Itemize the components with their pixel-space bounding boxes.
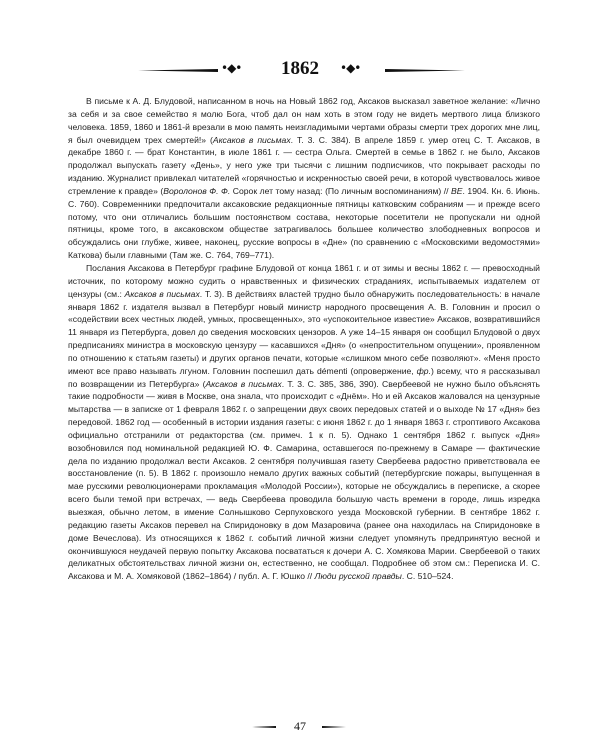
text-run: Сорок лет тому назад: (По личным воспоминаниям) // <box>230 185 452 196</box>
header-rule-left <box>138 69 218 72</box>
citation-italic: фр. <box>416 365 431 376</box>
citation-italic: Аксаков в письмах <box>205 378 282 389</box>
page-footer <box>0 718 600 738</box>
text-run: В письме к А. Д. Блудовой, написанном в ночь на Новый 1862 год, Аксаков высказал заветное желание: «Лично за себя и за свое семейство я молю Бога, чтоб дал он нам хоть в этом году не видеть мертвого лица близкого человека. 1859, 1860 и 1861-й врезали в мою память неизгладимыми чертами образы смерти трех дорогих мне лиц, я был очевидцем трех смертей!» ( <box>68 96 540 145</box>
text-run: . Т. 3. С. 385, 386, 390). Свербеевой не нужно было объяснять такие подробности — живя в Москве, она знала, что происходит с «Днём». Но и ей Аксаков жаловался на цензурные мытарства — в записке от 1 февраля 1862 г. о запрещении двух своих передовых статей и о выходе № 17 «Дня» без передовой. 1862 год — особенный в истории издания газеты: с июня 1862 г. до 1 января 1863 г. строптивого Аксакова официально отстранили от редакторства (см. примеч. 1 к п. 5). Однако 1 сентября 1862 г. выпуск «Дня» возобновился под номинальной редакцией Ю. Ф. Самарина, оставшегося по-прежнему в Самаре — фактические дела по изданию продолжал вести Аксаков. 2 сентября получившая газету Свербеева радостно приветствовала ее восстановление (п. 5). В 1862 г. произошло немало других важных событий (петербургские пожары, выпущенная в мае русскими революционерами прокламация «Молодой России»), которые не обсуждались в переписке, а скорее всего были темой при встречах, — ведь Свербеева проводила большую часть времени в городе, лишь изредка выезжая, обычно летом, в имение Солнышково Серпуховского уезда Московской губернии. В сентябре 1862 г. редакцию газеты Аксаков перевел на Спиридоновку в дом Мазаровича (ранее она находилась на Спиридоновке в доме Вечеслова). Из относящихся к 1862 г. событий личной жизни следует упомянуть предпринятую весной и окончившуюся неудачей первую попытку Аксакова посвататься к дочери А. С. Хомякова Марии. Свербеевой о таких деликатных обстоятельствах личной жизни он, естественно, не сообщал. Подробнее об этом см.: Переписка И. С. Аксакова и М. А. Хомяковой (1862–1864) / публ. А. Г. Юшко // <box>68 378 540 582</box>
text-run: . 1904. Кн. 6. Июнь. С. 760). Современники предпочитали аксаковские редакционные пятницы катковским собраниям — и прежде всего потому, что они отличались большим постоянством состава, некоторые посетители не пропускали ни одной пятницы, кроме того, в аксаковском обществе затрагивалось большее количество злободневных вопросов и обсуждались они глубже, живее, наконец, русские вопросы в «Дне» (по сравнению с «Московскими ведомостями» Каткова) были главными (Там же. С. 764, 769–771). <box>68 185 541 261</box>
citation-italic: Люди русской правды <box>314 571 402 582</box>
footer-rule-left <box>252 726 276 728</box>
running-header <box>0 58 600 82</box>
chapter-year-title: 1862 <box>281 58 319 79</box>
paragraph-1 <box>68 95 540 262</box>
header-ornament-left: •◆• <box>221 61 242 75</box>
header-rule-right <box>385 69 465 72</box>
citation-italic: Воролонов Ф. Ф. <box>163 185 231 196</box>
text-run: Послания Аксакова в Петербург графине Блудовой от конца 1861 г. и от зимы и весны 1862 г. — превосходный источник, по которому можно судить о нравственных и физических страданиях, испытываемых издателем от цензуры (см.: <box>68 262 540 299</box>
text-run: . Т. 3). В действиях властей трудно было обнаружить последовательность: в начале января 1862 г. издателя вызвал в Петербург новый министр народного просвещения А. В. Головнин и просил о «содействии всех честных людей, умных, просвещенных», это «успокоительное известие» Аксаков, возвратившийся 11 января из Петербурга, довел до сведения московских цензоров. А уже 14–15 января он сообщил Блудовой о двух предписаниях министра в московскую цензуру — касавшихся «Дня» (о «непростительном опущении», проявленном по отношению к статьям газеты) и других органов печати, которые «слишком много себе позволяют». «Меня просто имеют все право называть лгуном. Головнин поспешил дать démenti (опровержение, <box>68 288 541 376</box>
citation-italic: Аксаков в письмах <box>124 288 200 299</box>
citation-italic: Аксаков в письмах <box>212 134 291 145</box>
header-ornament-right: •◆• <box>340 61 361 75</box>
citation-italic: ВЕ <box>451 185 463 196</box>
text-run: . Т. 3. С. 384). В апреле 1859 г. умер отец С. Т. Аксаков, в декабре 1860 г. — брат Константин, в июле 1861 г. — сестра Ольга. Смертей в семье в 1862 г. не было, Аксаков продолжал выпускать газету «День», у него уже три тысячи с лишним подписчиков, что покрывает расходы по изданию. Журналист привлекал читателей «горячностью и искренностью своей речи, в которой чувствовалось живое стремление к правде» ( <box>68 134 540 196</box>
body-text <box>68 95 540 583</box>
paragraph-2 <box>68 262 540 583</box>
page-number: 47 <box>294 719 306 733</box>
footer-rule-right <box>322 726 346 728</box>
text-run: . С. 510–524. <box>401 571 454 582</box>
text-run: ) всему, что я рассказывал по возвращении из Петербурга» ( <box>68 365 540 389</box>
